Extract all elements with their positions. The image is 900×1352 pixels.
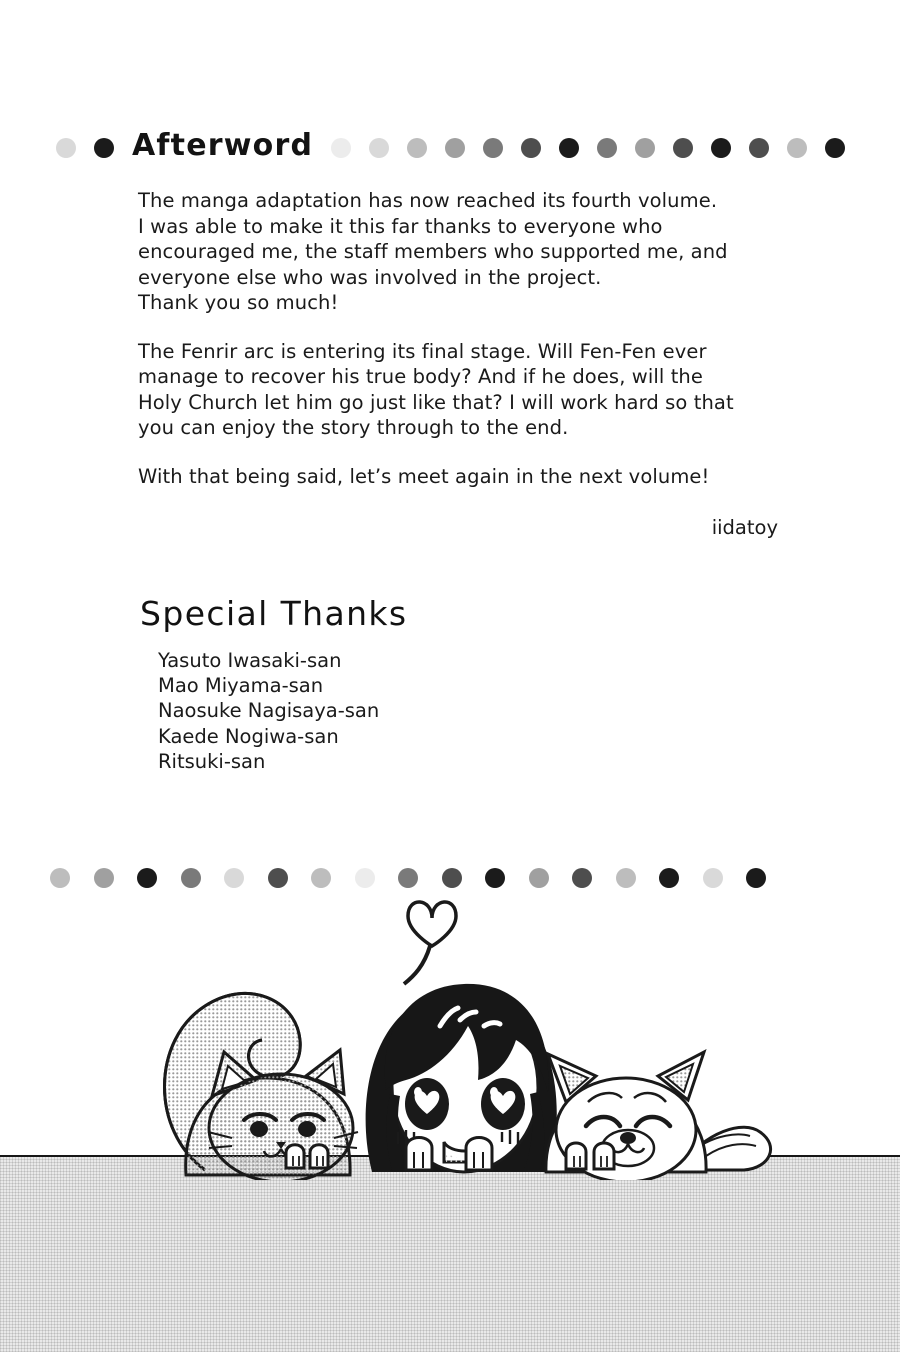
decorative-dot xyxy=(597,138,617,158)
decorative-dot xyxy=(407,138,427,158)
paragraph-3 xyxy=(138,464,778,490)
decorative-dot xyxy=(787,138,807,158)
special-thanks-list xyxy=(158,648,379,774)
decorative-dot xyxy=(521,138,541,158)
text-line: The manga adaptation has now reached its fourth volume. xyxy=(138,189,718,212)
decorative-dot xyxy=(559,138,579,158)
page-title: Afterword xyxy=(132,128,314,163)
afterword-body xyxy=(138,188,778,489)
special-thanks-title: Special Thanks xyxy=(140,594,408,633)
chibi-illustration xyxy=(0,880,900,1350)
list-item: Mao Miyama-san xyxy=(158,674,324,698)
author-signature: iidatoy xyxy=(711,516,778,539)
text-line: With that being said, let’s meet again in the next volume! xyxy=(138,464,710,488)
decorative-dot xyxy=(369,138,389,158)
cat-character xyxy=(164,993,358,1180)
decorative-dot xyxy=(94,138,114,158)
decorative-dot xyxy=(483,138,503,158)
text-line: you can enjoy the story through to the end. xyxy=(138,416,569,439)
text-line: I was able to make it this far thanks to everyone who xyxy=(138,214,663,238)
decorative-dot xyxy=(673,138,693,158)
text-line: encouraged me, the staff members who supported me, and xyxy=(138,240,728,263)
text-line: Holy Church let him go just like that? I will work hard so that xyxy=(138,390,734,414)
paragraph-1 xyxy=(138,188,778,316)
list-item: Naosuke Nagisaya-san xyxy=(158,699,380,723)
decorative-dot xyxy=(56,138,76,158)
decorative-dot xyxy=(331,138,351,158)
ledge-surface xyxy=(0,1155,900,1352)
decorative-dot xyxy=(711,138,731,158)
decorative-dot xyxy=(825,138,845,158)
list-item: Yasuto Iwasaki-san xyxy=(158,649,342,672)
text-line: everyone else who was involved in the project. xyxy=(138,265,602,289)
decorative-dot xyxy=(445,138,465,158)
text-line: The Fenrir arc is entering its final stage. Will Fen-Fen ever xyxy=(138,339,707,363)
characters-artwork xyxy=(0,880,900,1180)
boy-character xyxy=(366,902,557,1172)
text-line: Thank you so much! xyxy=(138,291,339,314)
list-item: Ritsuki-san xyxy=(158,749,266,773)
list-item: Kaede Nogiwa-san xyxy=(158,724,339,748)
afterword-header-rule xyxy=(0,128,900,168)
decorative-dot xyxy=(749,138,769,158)
text-line: manage to recover his true body? And if he does, will the xyxy=(138,365,703,388)
decorative-dot xyxy=(635,138,655,158)
paragraph-2 xyxy=(138,339,778,441)
fox-character xyxy=(546,1052,771,1180)
